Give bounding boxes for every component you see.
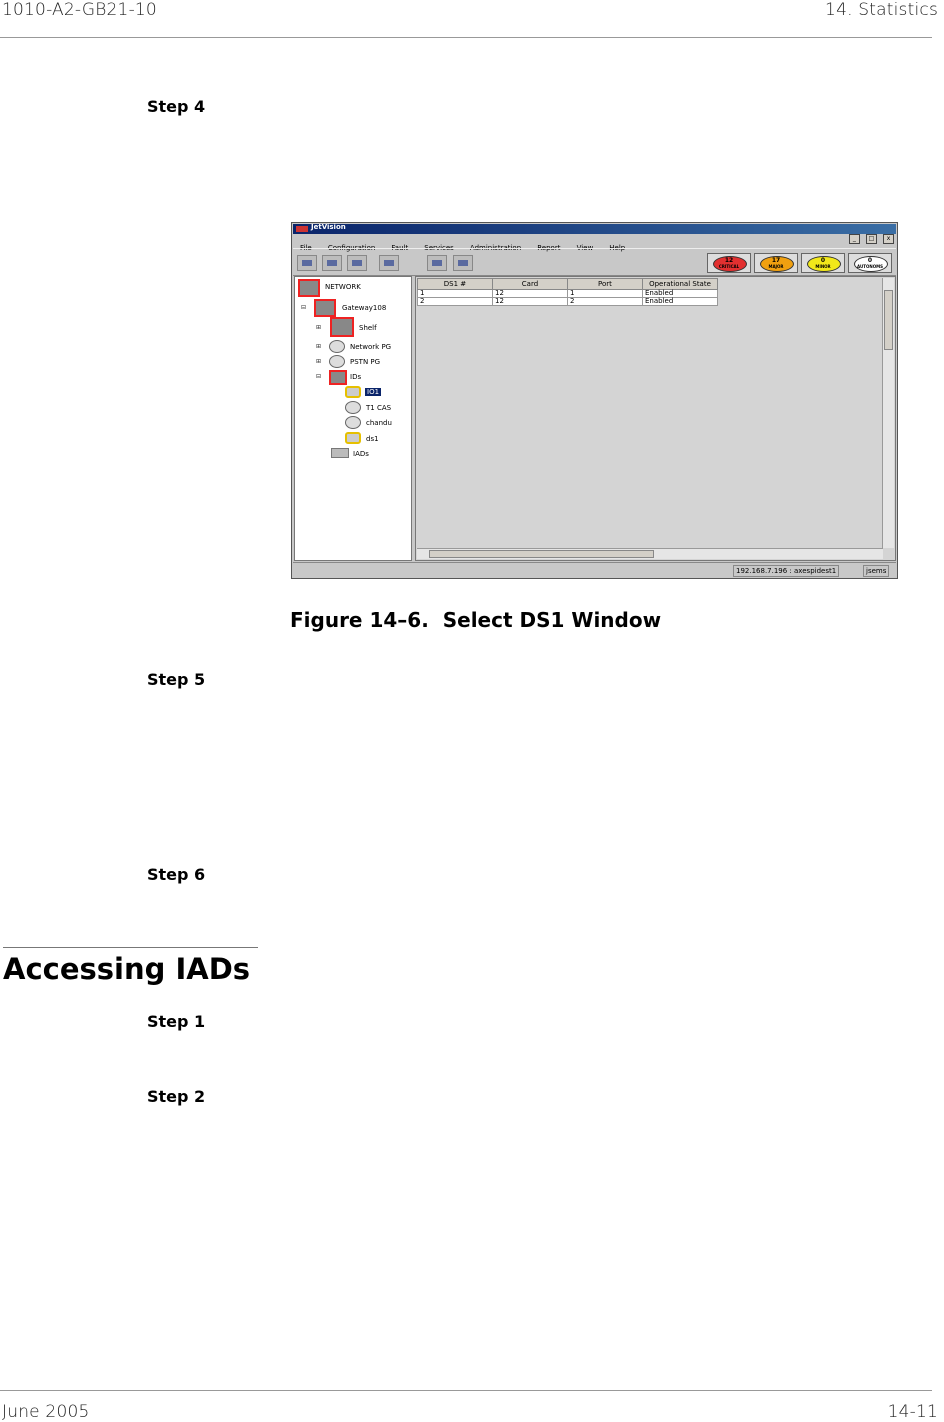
network-icon bbox=[298, 279, 320, 297]
figure-caption: Figure 14–6. Select DS1 Window bbox=[290, 608, 662, 632]
vertical-scroll-thumb[interactable] bbox=[884, 290, 893, 350]
section-title: Accessing IADs bbox=[3, 952, 251, 986]
tree-node-chandu[interactable]: chandu bbox=[366, 419, 392, 427]
footer-rule bbox=[0, 1390, 932, 1391]
footer-page-number: 14-11 bbox=[887, 1402, 938, 1422]
alarm-minor-label: MINOR bbox=[815, 264, 831, 269]
tree-node-pstn-pg[interactable]: PSTN PG bbox=[350, 358, 381, 366]
column-card[interactable]: Card bbox=[493, 279, 568, 290]
toolbar-open-folder-icon[interactable] bbox=[322, 255, 342, 271]
table-row[interactable] bbox=[418, 298, 718, 306]
step-4-label: Step 4 bbox=[147, 97, 206, 116]
alarm-major-label: MAJOR bbox=[768, 264, 784, 269]
cell-ds1-number: 1 bbox=[418, 290, 493, 298]
running-header-doc-number: 1010-A2-GB21-10 bbox=[2, 0, 157, 20]
window-titlebar bbox=[293, 223, 896, 242]
tree-node-network-pg[interactable]: Network PG bbox=[350, 343, 392, 351]
ds1-selected-icon bbox=[345, 386, 361, 398]
status-bar bbox=[293, 562, 896, 577]
t1-cas-icon bbox=[345, 401, 361, 414]
tree-node-gateway[interactable]: Gateway108 bbox=[342, 304, 387, 312]
menu-fault[interactable]: Fault bbox=[391, 244, 409, 252]
tree-node-t1-cas[interactable]: T1 CAS bbox=[366, 404, 392, 412]
running-header-chapter: 14. Statistics bbox=[825, 0, 938, 20]
maximize-button[interactable]: □ bbox=[866, 234, 877, 244]
select-ds1-window-screenshot bbox=[291, 222, 898, 579]
tree-node-ids[interactable]: IDs bbox=[350, 373, 362, 381]
tree-node-ds1[interactable]: ds1 bbox=[366, 435, 379, 443]
expand-icon[interactable]: ⊞ bbox=[316, 343, 322, 350]
alarm-critical-button[interactable] bbox=[707, 253, 751, 273]
pstn-pg-icon bbox=[329, 355, 345, 368]
expand-icon[interactable]: ⊟ bbox=[301, 304, 307, 311]
chandu-icon bbox=[345, 416, 361, 429]
alarm-autonomous-count: 0 bbox=[867, 257, 873, 264]
cell-operational-state: Enabled bbox=[643, 290, 718, 298]
toolbar-folder-icon[interactable] bbox=[347, 255, 367, 271]
horizontal-scrollbar[interactable] bbox=[417, 548, 883, 559]
cell-card: 12 bbox=[493, 298, 568, 306]
menu-administration[interactable]: Administration bbox=[469, 244, 522, 252]
menu-report[interactable]: Report bbox=[537, 244, 561, 252]
ds1-icon bbox=[345, 432, 361, 444]
section-rule bbox=[3, 947, 258, 948]
cell-port: 1 bbox=[568, 290, 643, 298]
status-host: 192.168.7.196 : axespidest1 bbox=[733, 565, 839, 577]
alarm-minor-button[interactable] bbox=[801, 253, 845, 273]
shelf-icon bbox=[330, 317, 354, 337]
menu-help[interactable]: Help bbox=[609, 244, 626, 252]
close-button[interactable]: x bbox=[883, 234, 894, 244]
expand-icon[interactable]: ⊞ bbox=[316, 324, 322, 331]
alarm-critical-count: 12 bbox=[724, 257, 734, 264]
horizontal-scroll-thumb[interactable] bbox=[429, 550, 654, 558]
cell-card: 12 bbox=[493, 290, 568, 298]
vertical-scrollbar[interactable] bbox=[882, 278, 894, 548]
step-6-label: Step 6 bbox=[147, 865, 206, 884]
menu-configuration[interactable]: Configuration bbox=[327, 244, 376, 252]
step-2-label: Step 2 bbox=[147, 1087, 206, 1106]
gateway-icon bbox=[314, 299, 336, 317]
header-rule bbox=[0, 37, 932, 38]
alarm-critical-label: CRITICAL bbox=[718, 264, 740, 269]
alarm-minor-count: 0 bbox=[820, 257, 826, 264]
collapse-icon[interactable]: ⊟ bbox=[316, 373, 322, 380]
cell-port: 2 bbox=[568, 298, 643, 306]
iads-icon bbox=[331, 448, 349, 458]
tree-node-shelf[interactable]: Shelf bbox=[359, 324, 377, 332]
ds1-table-pane bbox=[415, 276, 896, 561]
ds1-table bbox=[417, 278, 718, 306]
toolbar-list-icon[interactable] bbox=[297, 255, 317, 271]
footer-date: June 2005 bbox=[2, 1402, 90, 1422]
step-1-label: Step 1 bbox=[147, 1012, 206, 1031]
expand-icon[interactable]: ⊞ bbox=[316, 358, 322, 365]
network-pg-icon bbox=[329, 340, 345, 353]
toolbar bbox=[293, 248, 896, 276]
status-user: jsems bbox=[863, 565, 889, 577]
alarm-major-count: 17 bbox=[771, 257, 781, 264]
column-operational-state[interactable]: Operational State bbox=[643, 279, 718, 290]
tree-node-network[interactable]: NETWORK bbox=[325, 283, 361, 291]
toolbar-t1-icon[interactable] bbox=[427, 255, 447, 271]
app-logo-icon bbox=[296, 226, 308, 232]
window-title: JetVision bbox=[311, 223, 346, 231]
cell-ds1-number: 2 bbox=[418, 298, 493, 306]
menu-view[interactable]: View bbox=[576, 244, 594, 252]
cell-operational-state: Enabled bbox=[643, 298, 718, 306]
table-header-row bbox=[418, 279, 718, 290]
alarm-major-button[interactable] bbox=[754, 253, 798, 273]
column-ds1-number[interactable]: DS1 # bbox=[418, 279, 493, 290]
menu-file[interactable]: File bbox=[300, 244, 312, 252]
tree-node-iads[interactable]: IADs bbox=[353, 450, 369, 458]
menu-services[interactable]: Services bbox=[424, 244, 454, 252]
minimize-button[interactable]: _ bbox=[849, 234, 860, 244]
alarm-autonomous-button[interactable] bbox=[848, 253, 892, 273]
step-5-label: Step 5 bbox=[147, 670, 206, 689]
network-tree bbox=[294, 276, 412, 561]
menu-bar bbox=[293, 235, 896, 252]
toolbar-print-icon[interactable] bbox=[379, 255, 399, 271]
toolbar-ds1-icon[interactable] bbox=[453, 255, 473, 271]
alarm-autonomous-label: AUTONOMS bbox=[857, 264, 883, 269]
tree-node-ds1-selected[interactable]: IO1 bbox=[367, 388, 380, 396]
column-port[interactable]: Port bbox=[568, 279, 643, 290]
ids-icon bbox=[329, 370, 347, 385]
